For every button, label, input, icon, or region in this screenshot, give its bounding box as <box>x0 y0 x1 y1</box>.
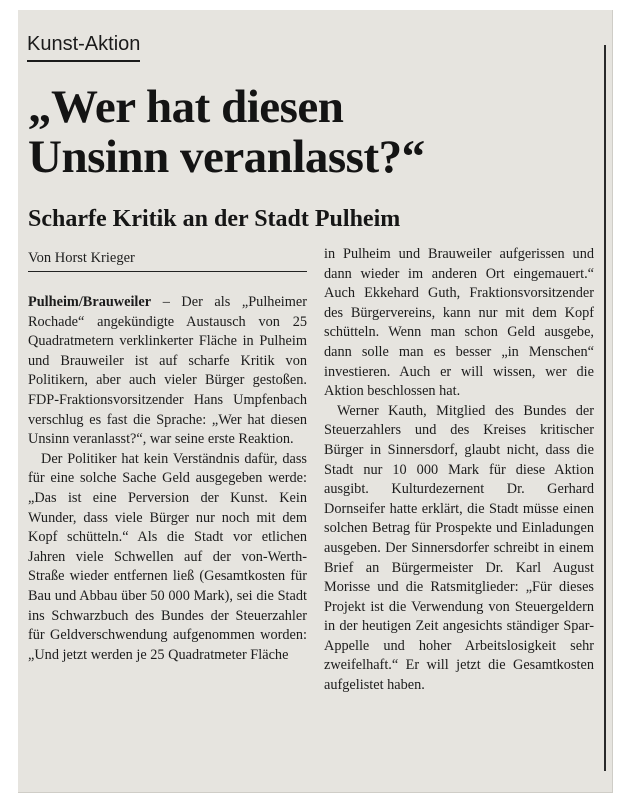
subheadline: Scharfe Kritik an der Stadt Pulheim <box>28 206 401 232</box>
article-column-right <box>324 245 594 696</box>
section-kicker: Kunst-Aktion <box>27 31 140 62</box>
column-divider-rule <box>604 45 606 771</box>
article-column-left <box>28 293 307 665</box>
headline <box>28 82 588 182</box>
paragraph <box>28 293 307 450</box>
byline: Von Horst Krieger <box>28 248 307 272</box>
paragraph: Werner Kauth, Mitglied des Bundes der Steuerzahlers und des Kreises kritischer Bürger in Sinnersdorf, glaubt nicht, dass die Stadt nur 10 000 Mark für diese Aktion ausgibt. Kulturdezernent Dr. Gerhard Dornseifer hatte erklärt, die Stadt müsse einen solchen Betrag für Prospekte und Einladungen ausgeben. Der Sinnersdorfer schreibt in einem Brief an Bürgermeister Dr. Karl August Morisse und die Ratsmitglieder: „Für dieses Projekt ist die Verwendung von Steuergeldern in der heutigen Zeit angesichts ständiger Spar-Appelle und hoher Arbeitslosigkeit sehr zweifelhaft.“ Er will jetzt die Gesamtkosten aufgelistet haben. <box>324 402 594 694</box>
headline-line-1: „Wer hat diesen <box>28 81 344 133</box>
paragraph: in Pulheim und Brauweiler aufgerissen und dann wieder im anderen Ort eingemauert.“ Auch Ekkehard Guth, Fraktionsvorsitzender des Bürgervereins, kann nur mit dem Kopf schütteln. Wenn man schon Geld ausgebe, dann solle man es besser „in Menschen“ investieren. Auch er will wissen, wer die Aktion beschlossen hat. <box>324 246 594 400</box>
dateline: Pulheim/Brauweiler <box>28 294 152 310</box>
paragraph-text: – Der als „Pulheimer Rochade“ angekündigte Austausch von 25 Quadratmetern verklinkerter Fläche in Pulheim und Brauweiler ist auf scharfe Kritik von Politikern, aber auch vieler Bürger gestoßen. FDP-Fraktionsvorsitzender Hans Umpfenbach verschlug es fast die Sprache: „Wer hat diesen Unsinn veranlasst?“, war seine erste Reaktion. <box>28 294 307 448</box>
headline-line-2: Unsinn veranlasst?“ <box>28 131 425 183</box>
paragraph: Der Politiker hat kein Verständnis dafür, dass für eine solche Sache Geld ausgegeben werde: „Das ist eine Perversion der Kunst. Kein Wunder, dass viele Bürger nur noch mit dem Kopf schütteln.“ Als die Stadt vor etlichen Jahren viele Schwellen auf der von-Werth-Straße wieder entfernen ließ (Gesamtkosten für Bau und Abbau über 50 000 Mark), sei die Stadt ins Schwarzbuch des Bundes der Steuerzahler für Geldverschwendung aufgenommen worden: „Und jetzt werden je 25 Quadratmeter Fläche <box>28 450 307 663</box>
